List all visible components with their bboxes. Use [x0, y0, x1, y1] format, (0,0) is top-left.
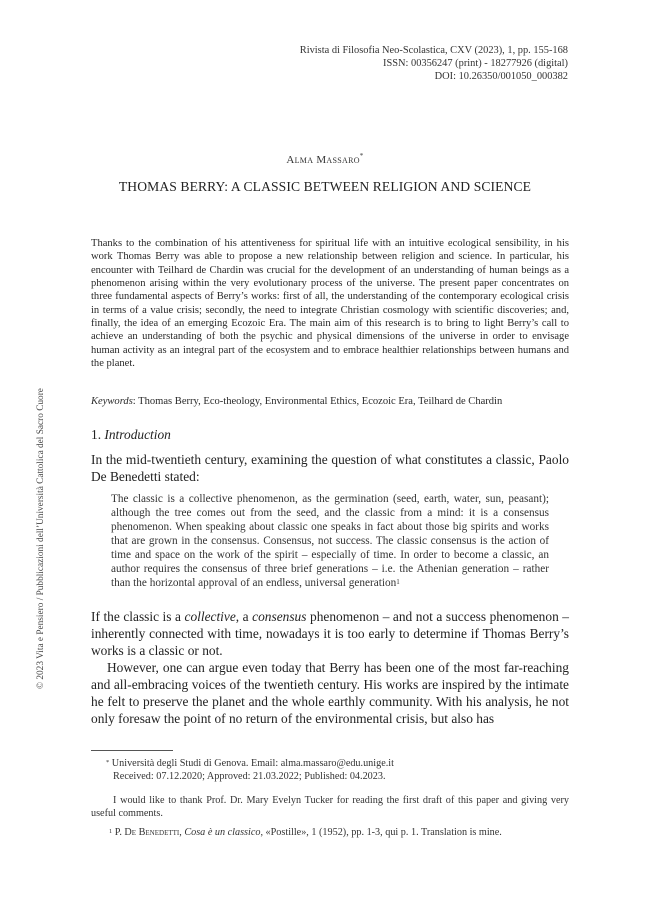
author-footnote-marker: * [359, 152, 364, 160]
footnote-divider [91, 750, 173, 751]
paragraph-classic [91, 608, 569, 659]
footnote-1 [91, 826, 569, 839]
author-name: Alma Massaro [286, 154, 360, 166]
journal-header [300, 44, 568, 83]
footnote-affiliation [91, 757, 569, 783]
emphasis-collective: collective [184, 609, 236, 624]
paragraph-text: If the classic is a [91, 609, 185, 624]
section-number: 1. [91, 427, 102, 442]
affiliation-text: Università degli Studi di Genova. Email: alma.massaro@edu.unige.it [111, 758, 394, 769]
block-quote [111, 492, 549, 590]
journal-doi: DOI: 10.26350/001050_000382 [434, 71, 568, 82]
keywords-list: : Thomas Berry, Eco-theology, Environmental Ethics, Ecozoic Era, Teilhard de Chardin [132, 396, 503, 407]
footnote-1-sep: , [179, 827, 185, 838]
copyright-sidebar: © 2023 Vita e Pensiero / Pubblicazioni dell’Università Cattolica del Sacro Cuore [36, 388, 46, 689]
paper-title: THOMAS BERRY: A CLASSIC BETWEEN RELIGION AND SCIENCE [118, 179, 532, 194]
footnote-thanks: I would like to thank Prof. Dr. Mary Evelyn Tucker for reading the first draft of this paper and giving very useful comments. [91, 795, 569, 820]
footnote-1-work: Cosa è un classico [184, 827, 261, 838]
journal-issn: ISSN: 00356247 (print) - 18277926 (digital) [383, 58, 568, 69]
paragraph-intro: In the mid-twentieth century, examining the question of what constitutes a classic, Paolo De Benedetti stated: [91, 452, 569, 484]
journal-citation: Rivista di Filosofia Neo-Scolastica, CXV (2023), 1, pp. 155-168 [299, 45, 568, 56]
paragraph-text: , a [235, 609, 253, 624]
keywords [91, 395, 569, 408]
footnote-1-rest: , «Postille», 1 (1952), pp. 1-3, qui p. 1. Translation is mine. [260, 827, 502, 838]
section-title: Introduction [104, 427, 171, 442]
quote-footnote-ref: 1 [396, 578, 400, 586]
footnote-1-marker: 1 [109, 828, 113, 835]
quote-text: The classic is a collective phenomenon, as the germination (seed, earth, water, sun, peasant); although the tree comes out from the seed, and the classic from a mind: it is a consensus phenomenon. When speaking about classic one speaks in fact about those big spirits and works that are grown in the consensus. Consensus, not success. The classic consensus is the action of time and space on the work of the spirit – especially of time. In order to become a classic, an author requires the consensus of three brief generations – i.e. the Athenian generation – rather than the horizontal approval of an endless, universal generation [111, 493, 549, 589]
footnote-1-author: P. De Benedetti [114, 827, 180, 838]
affiliation-marker: * [106, 759, 110, 766]
paragraph-text: phenomenon – and not a success phenomenon – inherently connected with time, nowadays it is too early to determine if Thomas Berry’s works is a classic or not. [91, 609, 569, 658]
section-heading [91, 427, 171, 443]
keywords-label: Keywords [91, 396, 133, 407]
dates-text: Received: 07.12.2020; Approved: 21.03.2022; Published: 04.2023. [113, 771, 386, 783]
abstract: Thanks to the combination of his attentiveness for spiritual life with an intuitive ecological sensibility, in his work Thomas Berry was able to propose a new relationship between religion and science. In particular, his encounter with Teilhard de Chardin was crucial for the development of an understanding of human beings as a phenomenon arising within the very evolutionary process of the universe. The present paper concentrates on three fundamental aspects of Berry’s works: first of all, the understanding of the contemporary ecological crisis in terms of a value crisis; secondly, the need to integrate Christian cosmology with scientific discoveries; and, finally, the idea of an emerging Ecozoic Era. The main aim of this research is to bring to light Berry’s call to achieve an understanding of both the psychic and physical dimensions of the universe in order to envisage human activity as an integral part of the ecosystem and to embrace healthier relationships between humans and the planet. [91, 238, 569, 370]
paragraph-berry: However, one can argue even today that Berry has been one of the most far-reaching and all-embracing voices of the twentieth century. His works are inspired by the intimate he felt to preserve the planet and the whole earthly community. With his analysis, he not only foresaw the point of no return of the environmental crisis, but also has [91, 660, 569, 726]
author-line [0, 154, 650, 166]
emphasis-consensus: consensus [252, 609, 307, 624]
